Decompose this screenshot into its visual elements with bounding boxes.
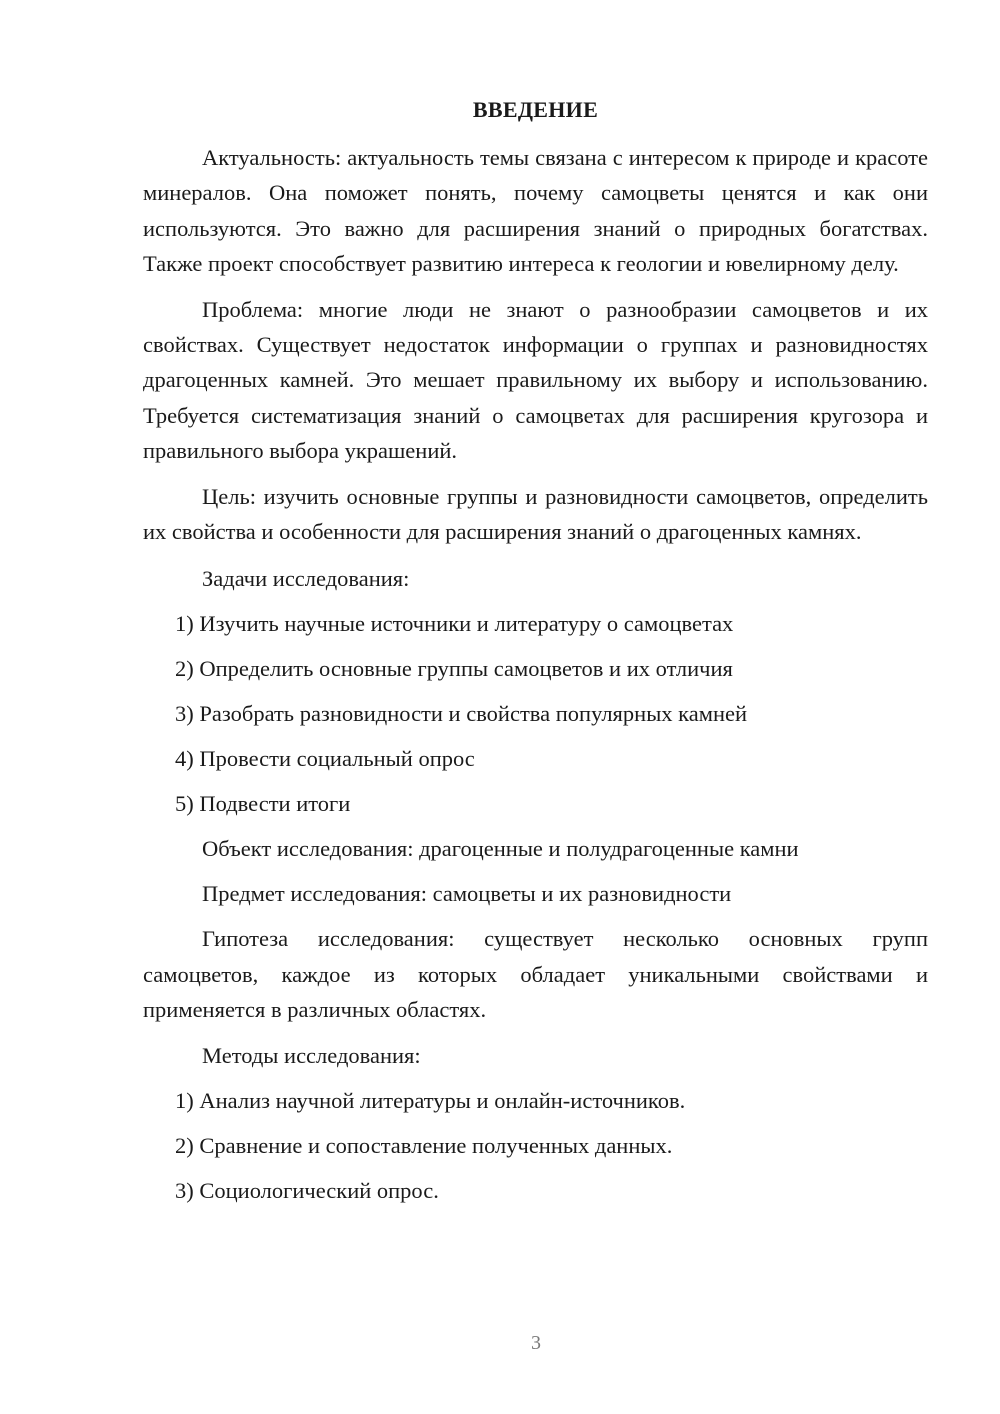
method-item: 1) Анализ научной литературы и онлайн-источников. xyxy=(175,1087,686,1113)
task-item: 2) Определить основные группы самоцветов и их отличия xyxy=(175,656,733,682)
goal-paragraph: Цель: изучить основные группы и разновидности самоцветов, определить их свойства и особенности для расширения знаний о драгоценных камнях. xyxy=(143,483,928,545)
task-item: 5) Подвести итоги xyxy=(175,791,351,817)
task-item: 4) Провести социальный опрос xyxy=(175,746,475,772)
task-item: 1) Изучить научные источники и литературу о самоцветах xyxy=(175,611,734,637)
method-item: 2) Сравнение и сопоставление полученных данных. xyxy=(175,1132,673,1158)
page-number: 3 xyxy=(531,1332,541,1354)
section-title: ВВЕДЕНИЕ xyxy=(472,97,599,122)
page-content xyxy=(143,94,928,1218)
tasks-heading: Задачи исследования: xyxy=(202,566,410,592)
problem-paragraph: Проблема: многие люди не знают о разнообразии самоцветов и их свойствах. Существует недостаток информации о группах и разновидностях драгоценных камней. Это мешает правильному их выбору и использованию. Требуется систематизация знаний о самоцветах для расширения кругозора и правильного выбора украшений. xyxy=(143,296,928,464)
research-subject: Предмет исследования: самоцветы и их разновидности xyxy=(202,881,732,907)
relevance-paragraph: Актуальность: актуальность темы связана с интересом к природе и красоте минералов. Она поможет понять, почему самоцветы ценятся и как они используются. Это важно для расширения знаний о природных богатствах. Также проект способствует развитию интереса к геологии и ювелирному делу. xyxy=(143,145,928,277)
task-item: 3) Разобрать разновидности и свойства популярных камней xyxy=(175,701,748,727)
methods-heading: Методы исследования: xyxy=(202,1042,421,1068)
method-item: 3) Социологический опрос. xyxy=(175,1177,439,1203)
research-object: Объект исследования: драгоценные и полудрагоценные камни xyxy=(202,836,799,862)
hypothesis-paragraph: Гипотеза исследования: существует несколько основных групп самоцветов, каждое из которых обладает уникальными свойствами и применяется в различных областях. xyxy=(143,926,928,1023)
